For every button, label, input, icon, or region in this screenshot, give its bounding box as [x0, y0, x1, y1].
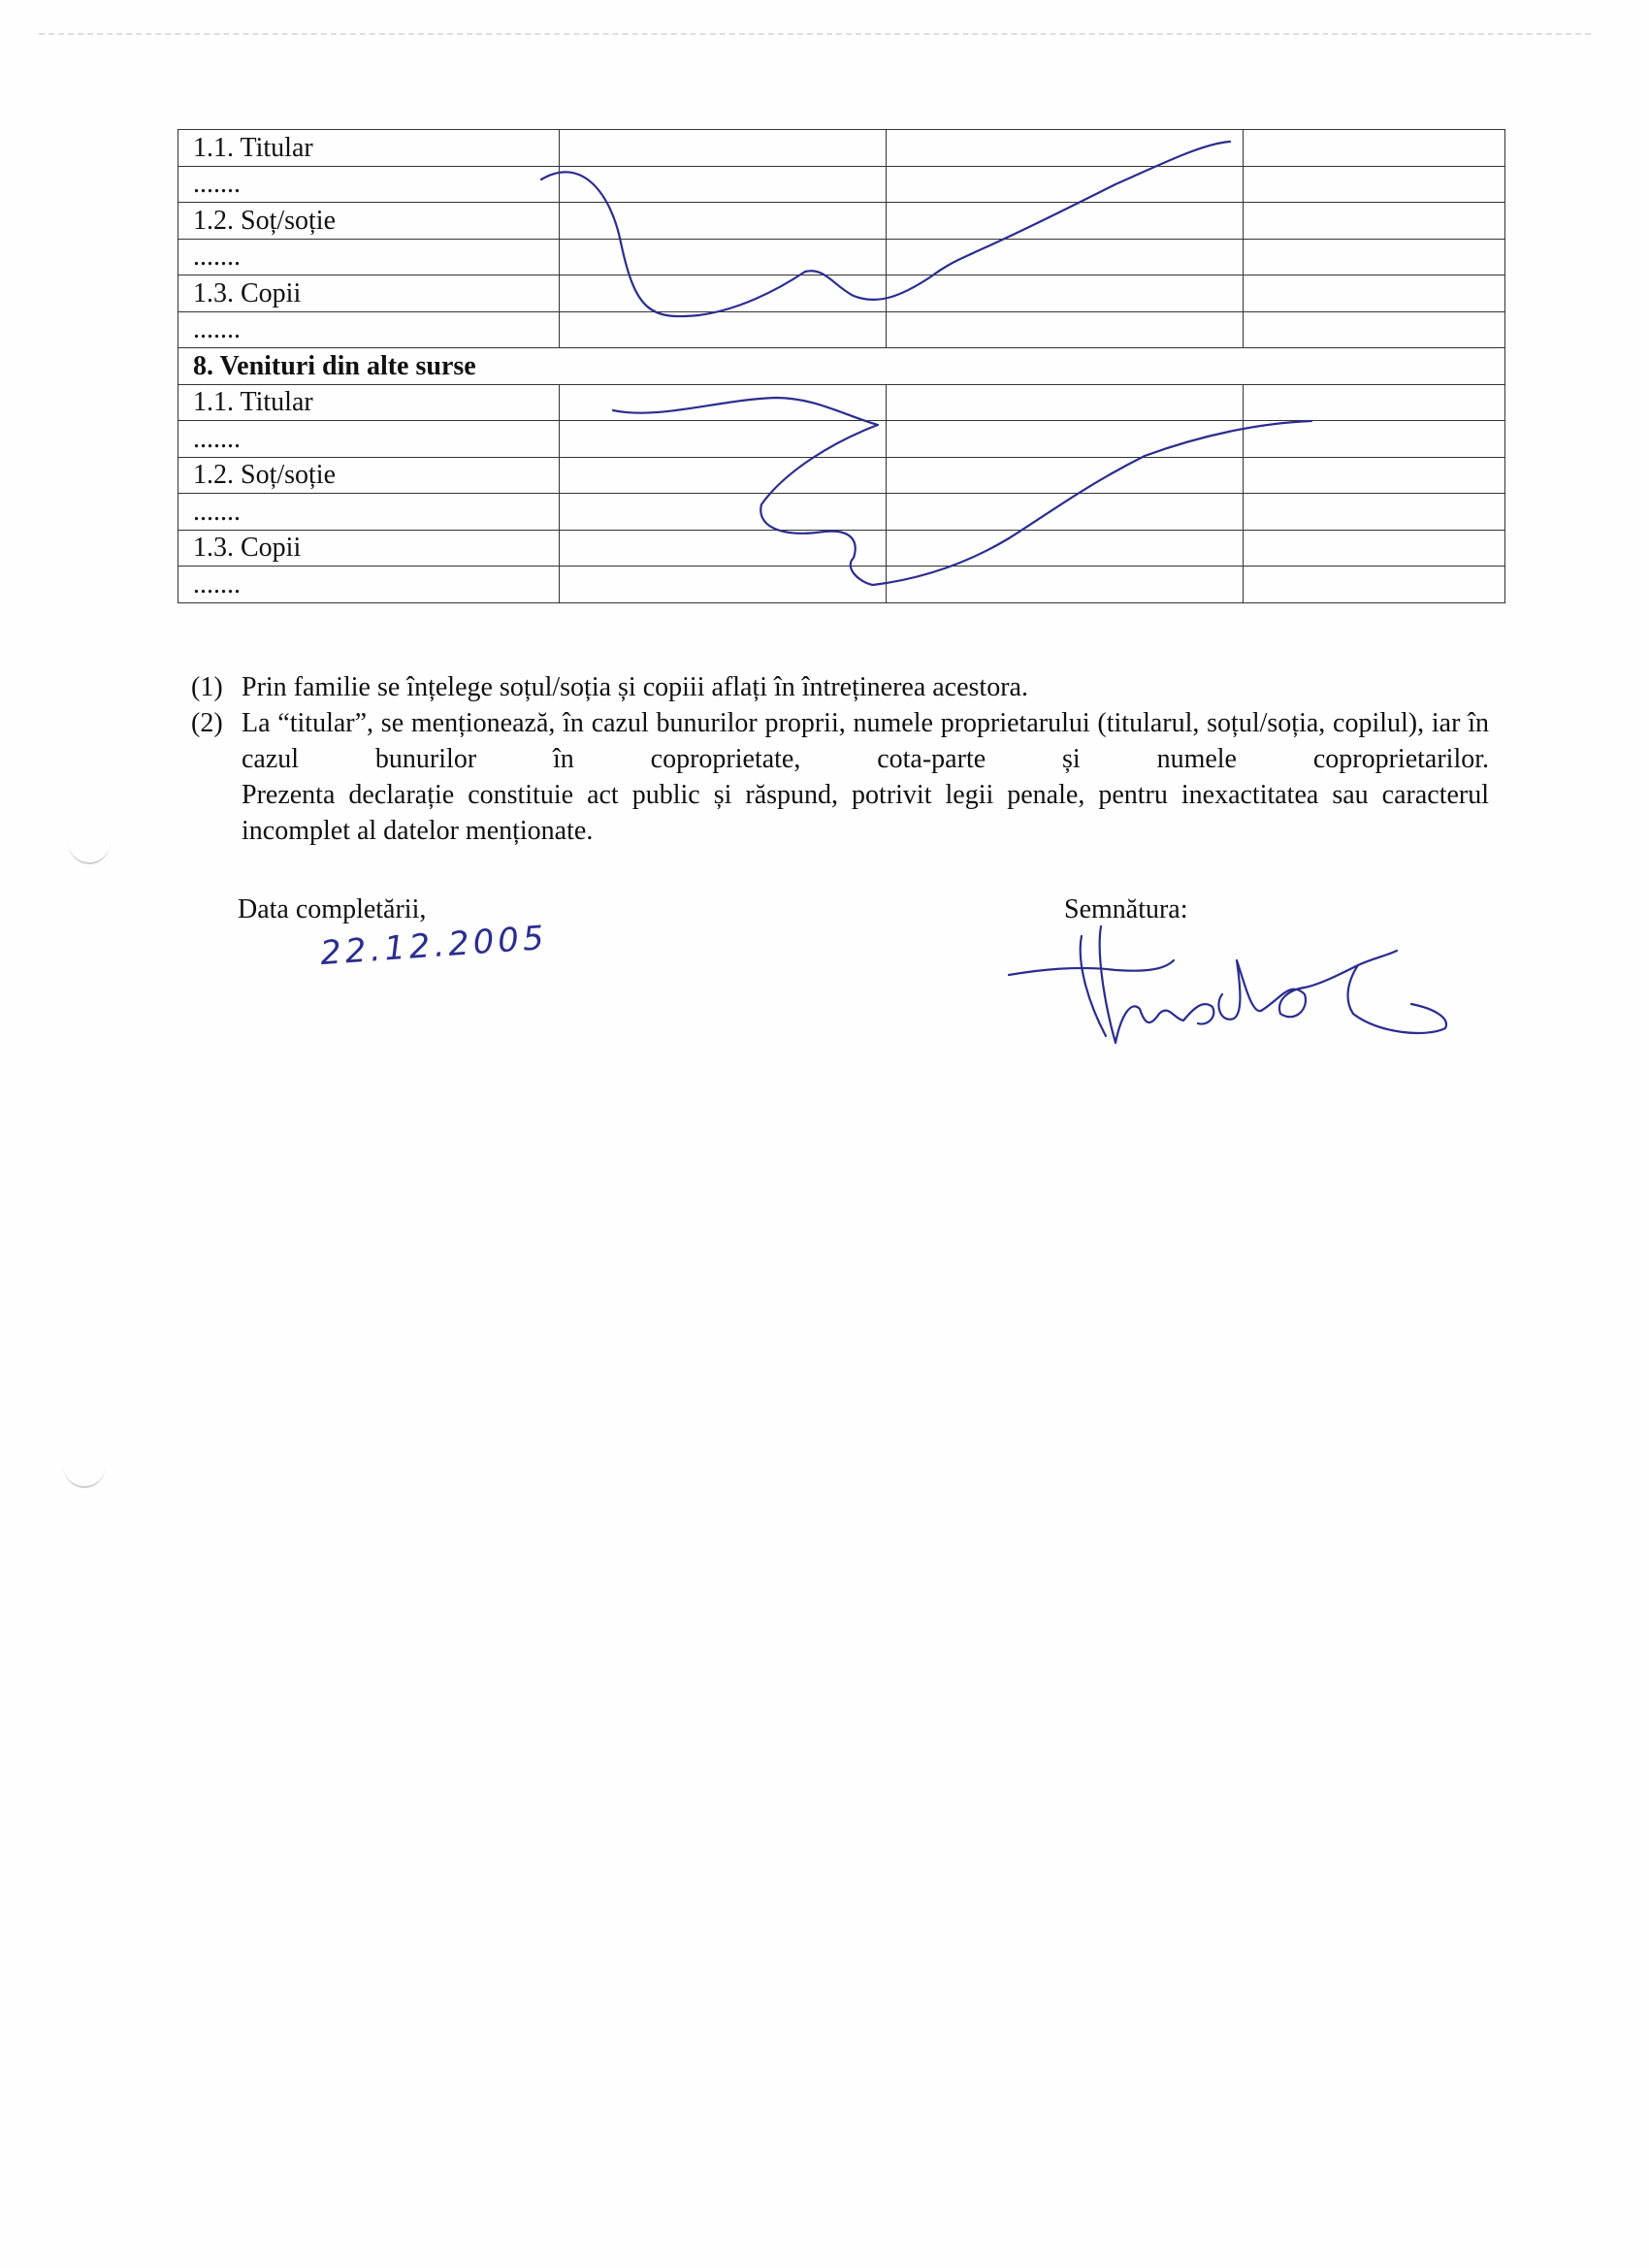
- declaration-text: Prezenta declarație constituie act public și răspund, potrivit legii penale, pentru inexactitatea sau caracterul incomplet al datelor menționate.: [242, 780, 1489, 846]
- signature-image: [1009, 926, 1446, 1043]
- row-label: .......: [193, 568, 241, 599]
- section-heading-text: 8. Venituri din alte surse: [193, 350, 476, 381]
- table-cancel-scribble: [541, 142, 1230, 316]
- signature-label: Semnătura:: [1064, 894, 1188, 924]
- row-label: .......: [193, 242, 241, 272]
- row-label: 1.1. Titular: [193, 132, 313, 163]
- row-label: .......: [193, 496, 241, 527]
- footnote-text: La “titular”, se menționează, în cazul bunurilor proprii, numele proprietarului (titularul, soțul/soția, copilul), iar în cazul bunurilor în coproprietate, cota-parte și numele coproprietarilor.: [242, 708, 1489, 774]
- footnote-text: Prin familie se înțelege soțul/soția și copiii aflați în întreținerea acestora.: [242, 672, 1028, 702]
- row-label: .......: [193, 314, 241, 344]
- table-cancel-scribble: [613, 398, 1311, 585]
- row-label: 1.1. Titular: [193, 387, 313, 417]
- handwritten-date: 22.12.2005: [318, 918, 549, 974]
- footnote-number: (2): [191, 708, 223, 738]
- row-label: .......: [193, 169, 241, 199]
- row-label: 1.3. Copii: [193, 277, 302, 308]
- row-label: 1.3. Copii: [193, 533, 302, 563]
- date-label: Data completării,: [238, 894, 427, 924]
- row-label: 1.2. Soț/soție: [193, 460, 337, 490]
- row-label: 1.2. Soț/soție: [193, 205, 337, 236]
- row-label: .......: [193, 423, 241, 454]
- footnote-number: (1): [191, 672, 223, 702]
